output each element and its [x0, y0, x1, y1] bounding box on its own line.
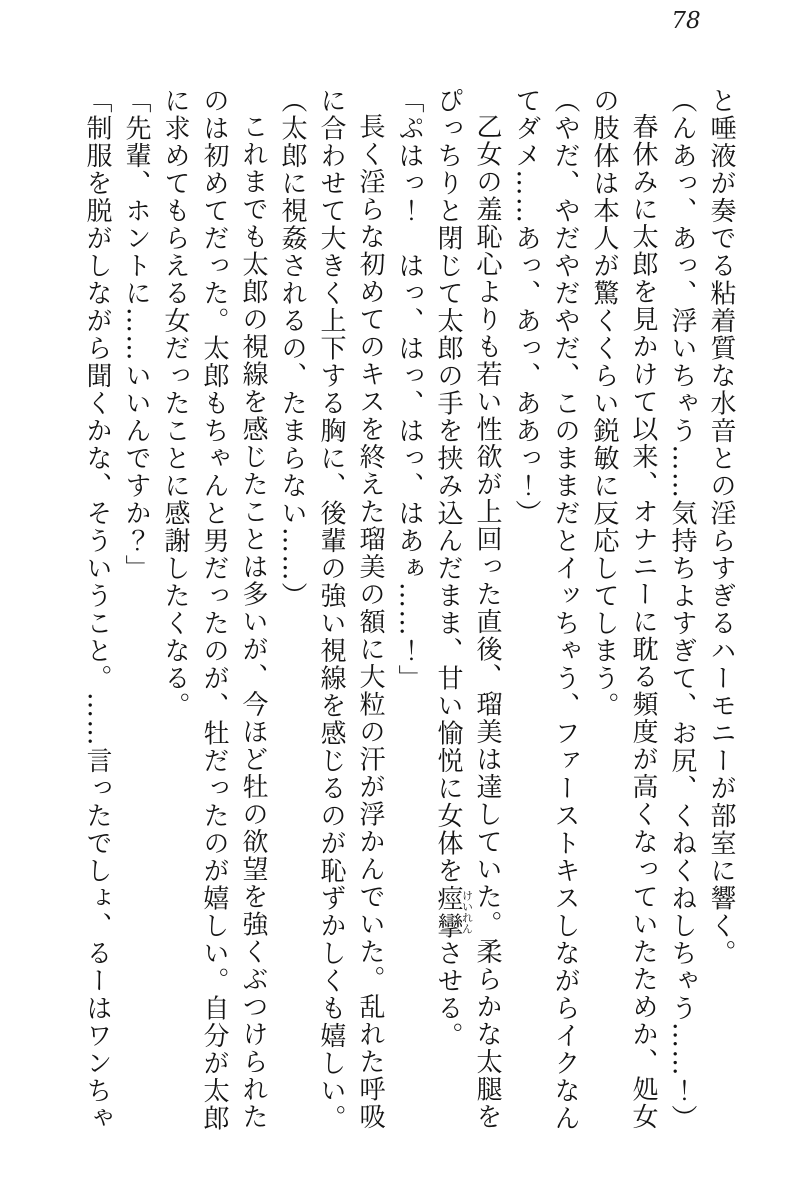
- paragraph: 「先輩、ホントに……いいんですか？」: [121, 87, 151, 582]
- paragraph: 「ぷはっ！ はっ、はっ、はっ、はあぁ……！」: [394, 87, 424, 692]
- ruby-annotation: 痙攣けいれん: [433, 884, 474, 940]
- paragraph: 春休みに太郎を見かけて以来、オナニーに耽る頻度が高くなっていたためか、処女の肢体は本人が驚くくらい鋭敏に反応してしまう。: [589, 87, 658, 1131]
- paragraph: （んあっ、あっ、浮いちゃう……気持ちよすぎて、お尻、くねくねしちゃう……！）: [667, 87, 697, 1132]
- paragraph: （太郎に視姦されるの、たまらない……）: [277, 87, 307, 610]
- text-block: [77, 87, 740, 1134]
- paragraph: （やだ、やだやだやだ、このままだとイッちゃう、ファーストキスしながらイクなんてダメ……あっ、あっ、ああっ！）: [511, 87, 580, 1132]
- page-number: 78: [671, 8, 701, 34]
- paragraph: 「制服を脱がしながら聞くかな、そういうこと。……言ったでしょ、るーはワンちゃ: [82, 87, 112, 1132]
- paragraph: これまでも太郎の視線を感じたことは多いが、今ほど牡の欲望を強くぶつけられたのは初めてだった。太郎もちゃんと男だったのが、牡だったのが嬉しい。自分が太郎に求めてもらえる女だったことに感謝したくなる。: [160, 87, 268, 1132]
- paragraph: 乙女の羞恥心よりも若い性欲が上回った直後、瑠美は達していた。柔らかな太腿をぴっちりと閉じて太郎の手を挟み込んだまま、甘い愉悦に女体を痙攣けいれんさせる。: [433, 87, 502, 1131]
- paragraph: と唾液が奏でる粘着質な水音との淫らすぎるハーモニーが部室に響く。: [706, 87, 736, 967]
- paragraph: 長く淫らな初めてのキスを終えた瑠美の額に大粒の汗が浮かんでいた。乱れた呼吸に合わせて大きく上下する胸に、後輩の強い視線を感じるのが恥ずかしくも嬉しい。: [316, 87, 385, 1132]
